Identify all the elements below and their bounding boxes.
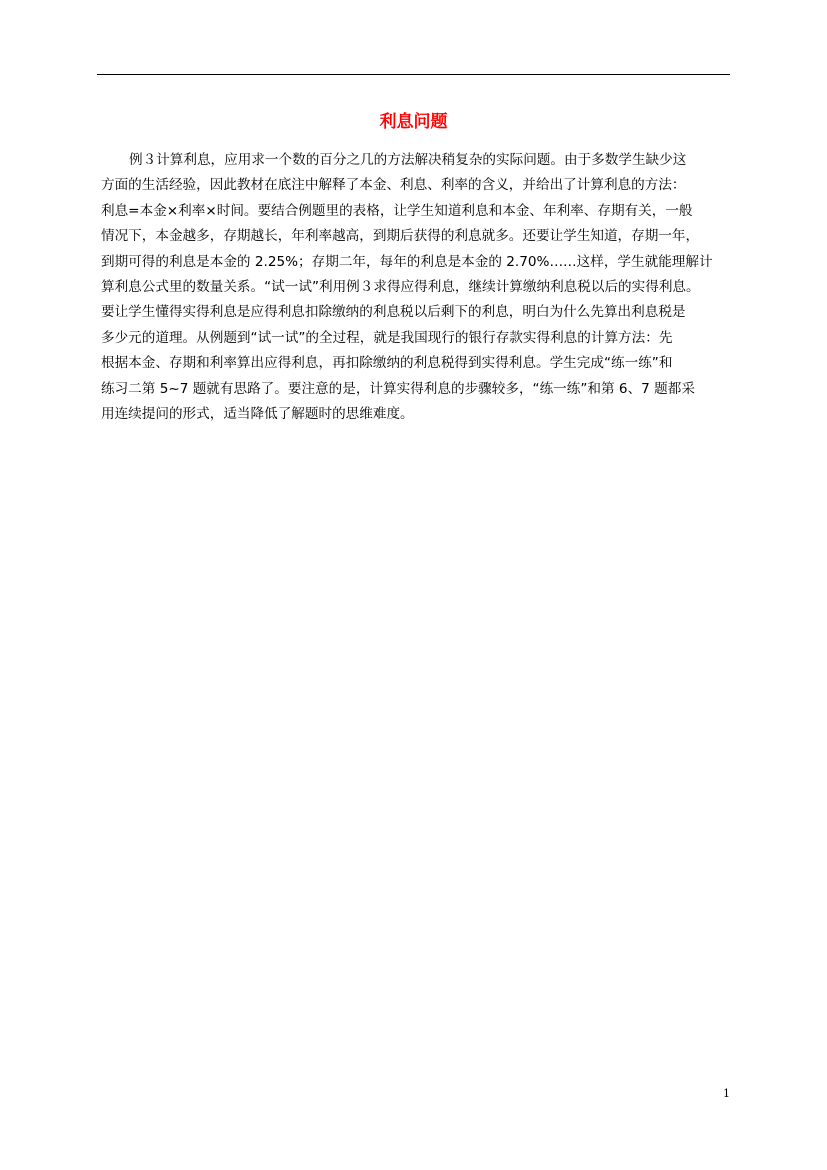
- paragraph-line: 方面的生活经验，因此教材在底注中解释了本金、利息、利率的含义，并给出了计算利息的方法：: [101, 177, 686, 194]
- body-paragraph: [101, 148, 729, 427]
- header-rule: [97, 74, 730, 75]
- paragraph-line: 利息=本金×利率×时间。要结合例题里的表格，让学生知道利息和本金、年利率、存期有关，一般: [101, 202, 693, 219]
- paragraph-line: 用连续提问的形式，适当降低了解题时的思维难度。: [101, 406, 414, 423]
- document-title: 利息问题: [379, 112, 448, 132]
- paragraph-line: 情况下，本金越多，存期越长，年利率越高，到期后获得的利息就多。还要让学生知道，存期一年，: [101, 228, 700, 245]
- page-number: 1: [723, 1087, 730, 1100]
- paragraph-line: 练习二第 5~7 题就有思路了。要注意的是，计算实得利息的步骤较多，“练一练”和第 6、7 题都采: [101, 380, 695, 397]
- paragraph-line: 例３计算利息，应用求一个数的百分之几的方法解决稍复杂的实际问题。由于多数学生缺少这: [129, 152, 687, 168]
- paragraph-line: 根据本金、存期和利率算出应得利息，再扣除缴纳的利息税得到实得利息。学生完成“练一练”和: [101, 355, 673, 372]
- paragraph-line: 算利息公式里的数量关系。“试一试”利用例３求得应得利息，继续计算缴纳利息税以后的实得利息。: [101, 279, 700, 296]
- paragraph-line: 多少元的道理。从例题到“试一试”的全过程，就是我国现行的银行存款实得利息的计算方法：先: [101, 329, 673, 346]
- paragraph-line: 要让学生懂得实得利息是应得利息扣除缴纳的利息税以后剩下的利息，明白为什么先算出利息税是: [101, 304, 686, 321]
- paragraph-line: 到期可得的利息是本金的 2.25%；存期二年，每年的利息是本金的 2.70%……这样，学生就能理解计: [101, 253, 713, 270]
